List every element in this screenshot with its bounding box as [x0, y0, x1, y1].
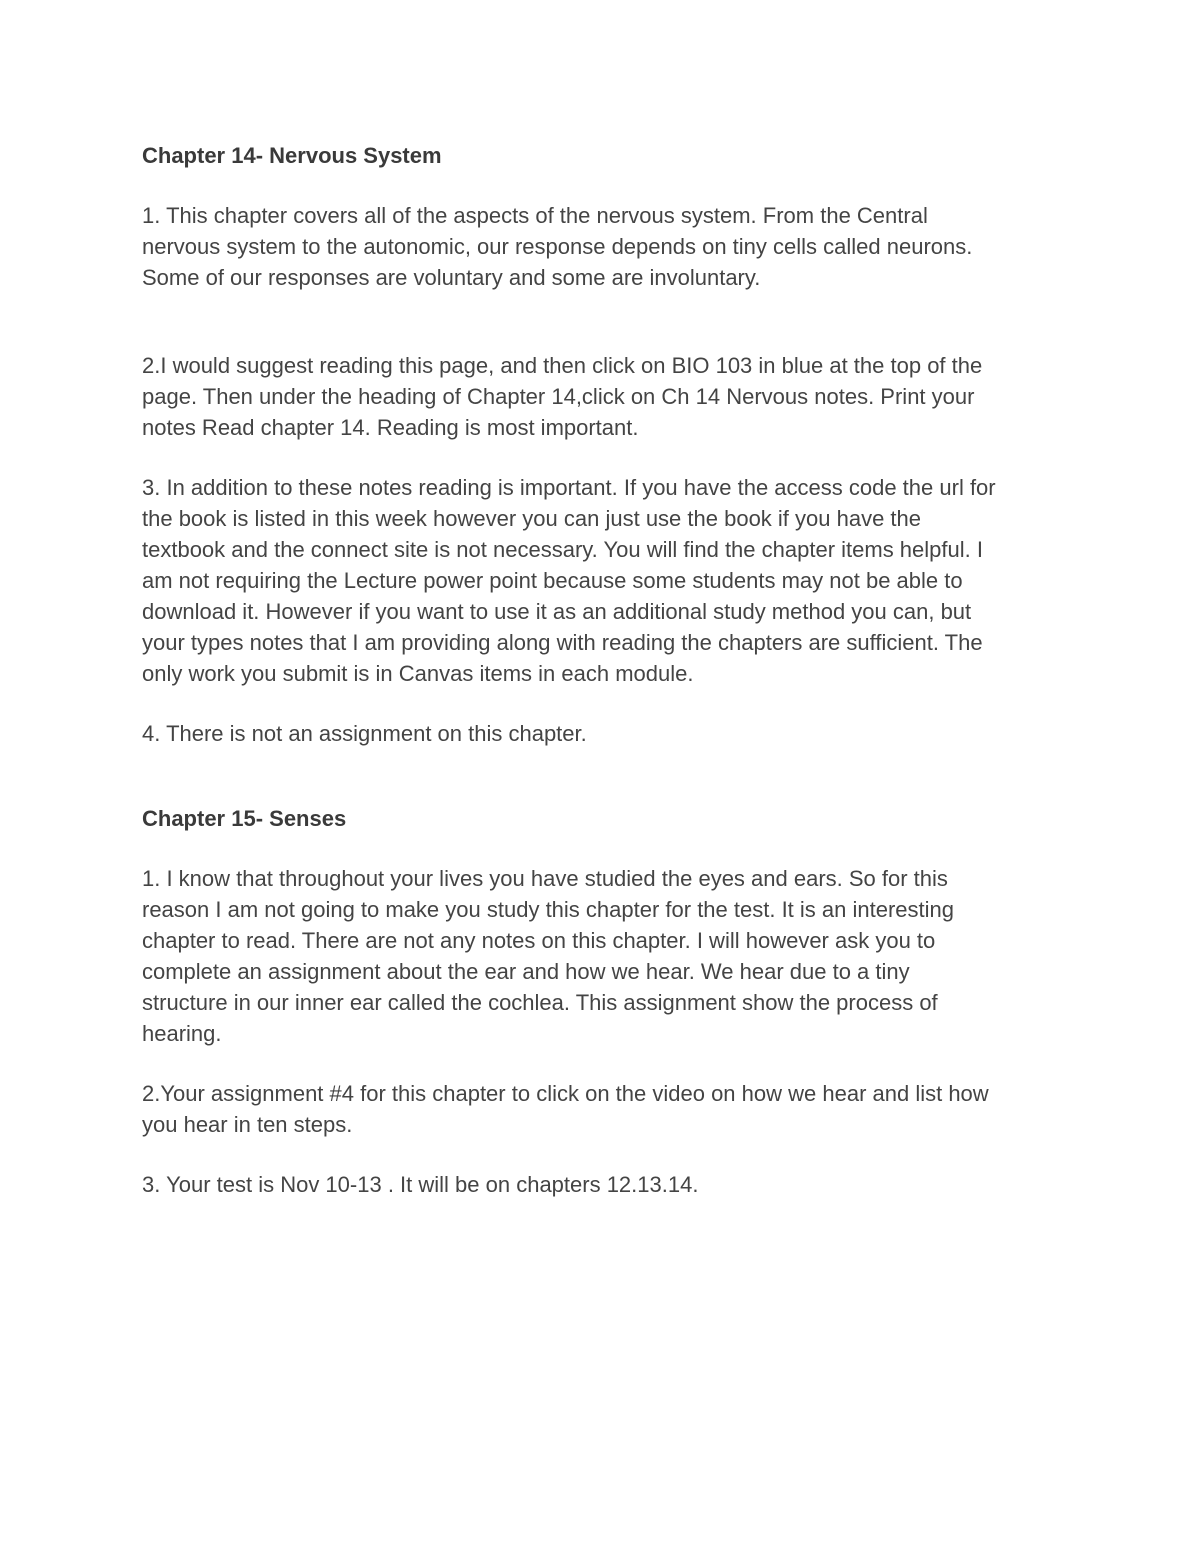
text-line: textbook and the connect site is not necessary. You will find the chapter items helpful. I	[142, 537, 983, 562]
text-line: notes Read chapter 14. Reading is most important.	[142, 415, 639, 440]
chapter-14-heading: Chapter 14- Nervous System	[142, 143, 442, 168]
text-line: nervous system to the autonomic, our response depends on tiny cells called neurons.	[142, 234, 973, 259]
text-line: 2.I would suggest reading this page, and then click on BIO 103 in blue at the top of the	[142, 353, 983, 378]
chapter-15-paragraph-2	[142, 1078, 1072, 1140]
text-line: 4. There is not an assignment on this chapter.	[142, 721, 587, 746]
text-line: 1. This chapter covers all of the aspects of the nervous system. From the Central	[142, 203, 928, 228]
text-line: chapter to read. There are not any notes on this chapter. I will however ask you to	[142, 928, 936, 953]
text-line: the book is listed in this week however you can just use the book if you have the	[142, 506, 922, 531]
text-line: am not requiring the Lecture power point because some students may not be able to	[142, 568, 963, 593]
text-line: reason I am not going to make you study this chapter for the test. It is an interesting	[142, 897, 954, 922]
text-line: 3. In addition to these notes reading is important. If you have the access code the url for	[142, 475, 996, 500]
text-line: Some of our responses are voluntary and some are involuntary.	[142, 265, 761, 290]
chapter-14-paragraph-2	[142, 350, 1072, 443]
text-line: only work you submit is in Canvas items in each module.	[142, 661, 694, 686]
chapter-14-paragraph-4	[142, 718, 1072, 749]
document-body	[142, 142, 1072, 1200]
text-line: structure in our inner ear called the cochlea. This assignment show the process of	[142, 990, 938, 1015]
text-line: 1. I know that throughout your lives you have studied the eyes and ears. So for this	[142, 866, 948, 891]
chapter-15-heading: Chapter 15- Senses	[142, 806, 347, 831]
text-line: hearing.	[142, 1021, 222, 1046]
text-line: 2.Your assignment #4 for this chapter to click on the video on how we hear and list how	[142, 1081, 989, 1106]
text-line: you hear in ten steps.	[142, 1112, 353, 1137]
chapter-15-paragraph-1	[142, 863, 1072, 1049]
text-line: download it. However if you want to use it as an additional study method you can, but	[142, 599, 972, 624]
text-line: page. Then under the heading of Chapter 14,click on Ch 14 Nervous notes. Print your	[142, 384, 975, 409]
text-line: 3. Your test is Nov 10-13 . It will be on chapters 12.13.14.	[142, 1172, 699, 1197]
text-line: complete an assignment about the ear and how we hear. We hear due to a tiny	[142, 959, 910, 984]
text-line: your types notes that I am providing along with reading the chapters are sufficient. The	[142, 630, 983, 655]
chapter-14-paragraph-3	[142, 472, 1072, 689]
chapter-14-paragraph-1	[142, 200, 1072, 293]
chapter-15-paragraph-3	[142, 1169, 1072, 1200]
